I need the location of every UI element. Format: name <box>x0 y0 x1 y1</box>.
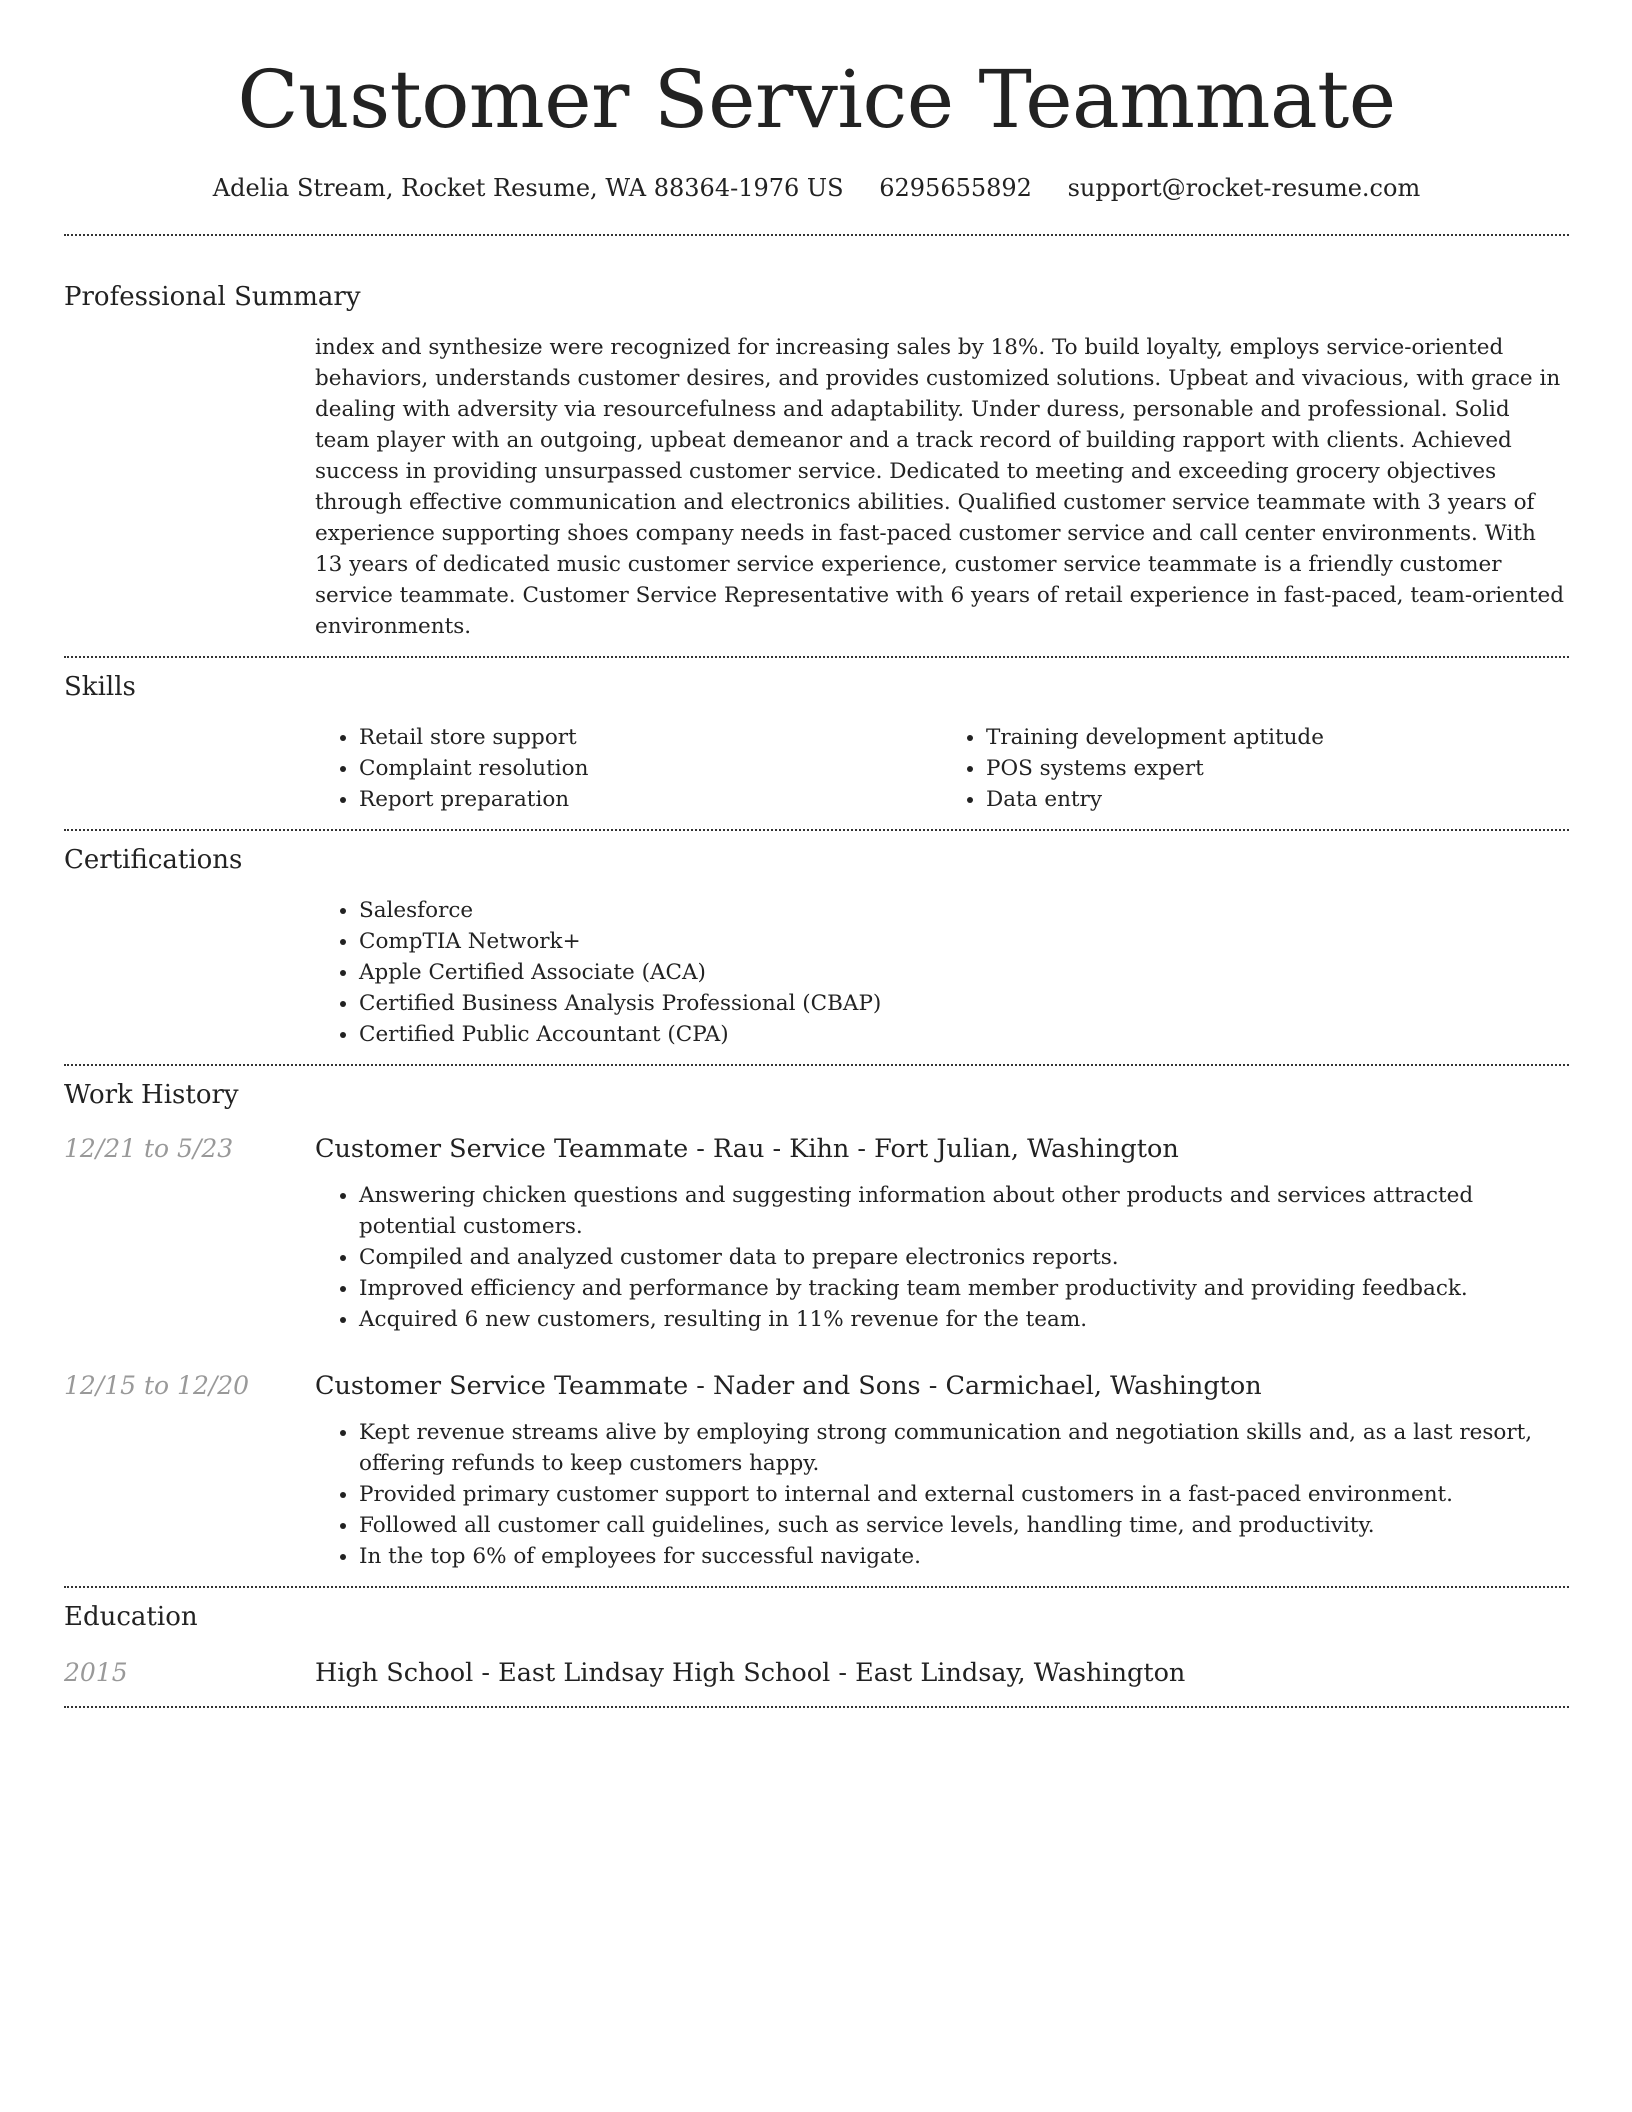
section-title-education: Education <box>64 1602 198 1632</box>
education-entry <box>64 1656 1569 1690</box>
section-title-work-history: Work History <box>64 1080 239 1110</box>
certifications-list <box>315 895 1569 1050</box>
job-bullet: • Followed all customer call guidelines, such as service levels, handling time, and productivity. <box>359 1510 1569 1541</box>
education-section <box>64 1588 1569 1706</box>
job-heading: Customer Service Teammate - Nader and Sons - Carmichael, Washington <box>315 1371 1262 1401</box>
certification-item: • Salesforce <box>359 895 1569 926</box>
job-bullet: • Acquired 6 new customers, resulting in 11% revenue for the team. <box>359 1304 1569 1335</box>
contact-address: Adelia Stream, Rocket Resume, WA 88364-1976 US <box>212 174 844 202</box>
job-bullets <box>315 1180 1569 1335</box>
divider <box>64 1706 1569 1708</box>
skill-item: • Data entry <box>986 784 1569 815</box>
job-heading: Customer Service Teammate - Rau - Kihn - Fort Julian, Washington <box>315 1134 1179 1164</box>
summary-section <box>64 236 1569 656</box>
certifications-bullets <box>315 895 1569 1050</box>
job-bullet: • Answering chicken questions and suggesting information about other products and services attracted potential customers. <box>359 1180 1569 1242</box>
skills-column-right <box>942 722 1569 815</box>
skill-item: • Retail store support <box>359 722 942 753</box>
summary-text: index and synthesize were recognized for increasing sales by 18%. To build loyalty, employs service-oriented behaviors, understands customer desires, and provides customized solutions. Upbeat and vivacious, with grace in dealing with adversity via resourcefulness and adaptability. Under duress, personable and professional. Solid team player with an outgoing, upbeat demeanor and a track record of building rapport with clients. Achieved success in providing unsurpassed customer service. Dedicated to meeting and exceeding grocery objectives through effective communication and electronics abilities. Qualified customer service teammate with 3 years of experience supporting shoes company needs in fast-paced customer service and call center environments. With 13 years of dedicated music customer service experience, customer service teammate is a friendly customer service teammate. Customer Service Representative with 6 years of retail experience in fast-paced, team-oriented environments. <box>315 335 1564 639</box>
work-history-section <box>64 1066 1569 1586</box>
certification-item: • Certified Business Analysis Professional (CBAP) <box>359 988 1569 1019</box>
job-bullet: • Improved efficiency and performance by tracking team member productivity and providing feedback. <box>359 1273 1569 1304</box>
contact-phone: 6295655892 <box>879 174 1032 202</box>
skill-item: • Report preparation <box>359 784 942 815</box>
job-bullet: • Kept revenue streams alive by employing strong communication and negotiation skills and, as a last resort, offering refunds to keep customers happy. <box>359 1417 1569 1479</box>
job-dates: 12/15 to 12/20 <box>64 1371 250 1400</box>
skill-item: • Training development aptitude <box>986 722 1569 753</box>
certification-item: • Certified Public Accountant (CPA) <box>359 1019 1569 1050</box>
job-entry <box>64 1132 1569 1335</box>
skills-column-left <box>315 722 942 815</box>
job-bullets <box>315 1417 1569 1572</box>
skills-section <box>64 658 1569 829</box>
section-title-skills: Skills <box>64 672 136 702</box>
skill-item: • POS systems expert <box>986 753 1569 784</box>
certification-item: • Apple Certified Associate (ACA) <box>359 957 1569 988</box>
resume-header <box>64 0 1569 204</box>
job-bullet-list <box>315 1180 1569 1335</box>
contact-line <box>64 172 1569 204</box>
job-bullet: • In the top 6% of employees for successful navigate. <box>359 1541 1569 1572</box>
contact-email: support@rocket-resume.com <box>1067 174 1421 202</box>
section-title-certifications: Certifications <box>64 845 243 875</box>
job-bullet: • Compiled and analyzed customer data to prepare electronics reports. <box>359 1242 1569 1273</box>
resume-page <box>64 0 1569 1708</box>
job-bullet-list <box>315 1417 1569 1572</box>
certifications-section <box>64 831 1569 1064</box>
job-bullet: • Provided primary customer support to internal and external customers in a fast-paced environment. <box>359 1479 1569 1510</box>
certification-item: • CompTIA Network+ <box>359 926 1569 957</box>
education-date: 2015 <box>64 1658 128 1687</box>
candidate-name: Customer Service Teammate <box>237 53 1396 146</box>
skill-item: • Complaint resolution <box>359 753 942 784</box>
job-dates: 12/21 to 5/23 <box>64 1134 234 1163</box>
section-title-summary: Professional Summary <box>64 282 361 312</box>
summary-content <box>315 332 1569 642</box>
skills-list <box>315 722 1569 815</box>
job-entry <box>64 1369 1569 1572</box>
education-heading: High School - East Lindsay High School - East Lindsay, Washington <box>315 1658 1186 1688</box>
